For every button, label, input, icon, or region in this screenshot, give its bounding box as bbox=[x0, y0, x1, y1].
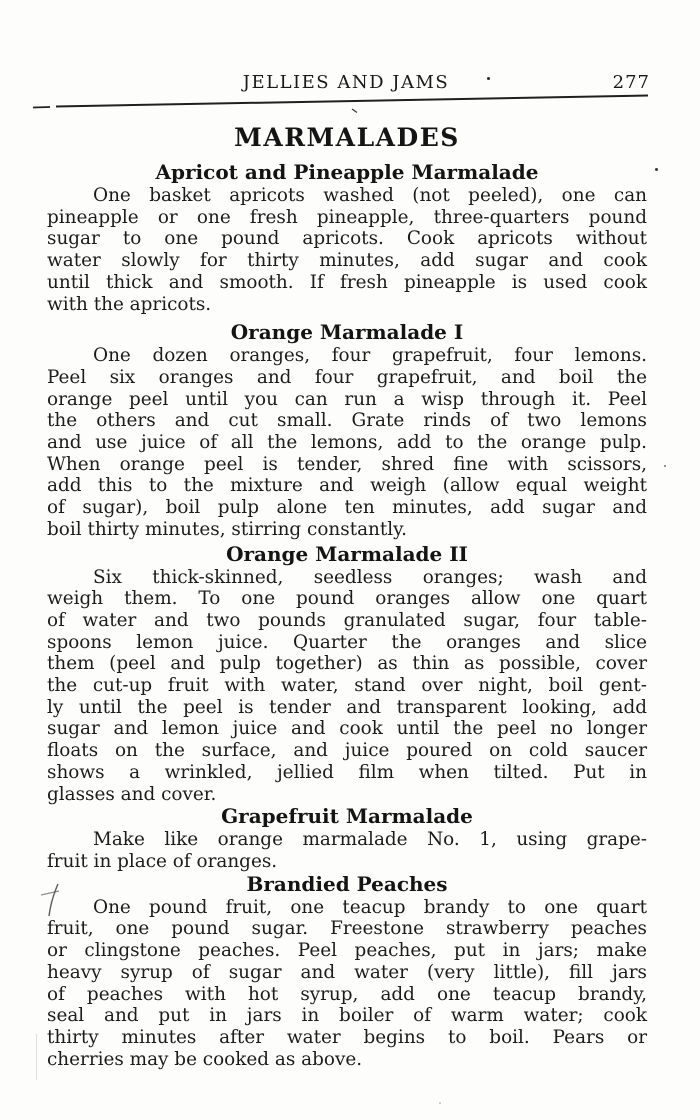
recipe-line: pineapple or one fresh pineapple, three-quarters pound bbox=[47, 206, 647, 228]
recipe-line: Peel six oranges and four grapefruit, and boil the bbox=[47, 366, 647, 388]
section-heading: Apricot and Pineapple Marmalade bbox=[155, 160, 539, 184]
section-heading: Orange Marmalade I bbox=[230, 320, 464, 345]
scan-speck bbox=[664, 465, 666, 467]
section-heading: Grapefruit Marmalade bbox=[221, 804, 473, 829]
recipe-line: add this to the mixture and weigh (allow equal weight bbox=[47, 475, 647, 497]
recipe-grapefruit-marmalade bbox=[47, 805, 647, 872]
running-head: JELLIES AND JAMS bbox=[242, 72, 450, 93]
recipe-line: When orange peel is tender, shred fine with scissors, bbox=[47, 453, 647, 475]
recipe-line: ly until the peel is tender and transparent looking, add bbox=[47, 696, 647, 718]
recipe-line: the others and cut small. Grate rinds of two lemons bbox=[47, 410, 647, 432]
page-content bbox=[47, 124, 647, 1070]
recipe-line: seal and put in jars in boiler of warm water; cook bbox=[47, 1005, 647, 1027]
recipe-apricot-and-pineapple-marmalade bbox=[47, 161, 647, 315]
pencil-checkmark-icon bbox=[30, 875, 70, 935]
section-heading: Brandied Peaches bbox=[246, 871, 448, 896]
recipe-line: fruit, one pound sugar. Freestone strawberry peaches bbox=[47, 918, 647, 940]
recipe-orange-marmalade-2 bbox=[47, 543, 647, 806]
recipe-line: boil thirty minutes, stirring constantly. bbox=[47, 518, 407, 540]
recipe-line: One basket apricots washed (not peeled), one can bbox=[93, 185, 647, 206]
recipe-line: or clingstone peaches. Peel peaches, put in jars; make bbox=[47, 940, 647, 962]
recipe-line: One pound fruit, one teacup brandy to one quart bbox=[93, 896, 647, 918]
header-rule bbox=[0, 90, 700, 120]
recipe-line: shows a wrinkled, jellied film when tilted. Put in bbox=[47, 761, 647, 783]
recipe-line: water slowly for thirty minutes, add sugar and cook bbox=[47, 250, 647, 272]
scan-speck bbox=[439, 1102, 441, 1104]
recipe-brandied-peaches bbox=[47, 873, 647, 1071]
recipe-line: cherries may be cooked as above. bbox=[47, 1048, 363, 1070]
recipe-line: with the apricots. bbox=[47, 293, 212, 315]
scan-speck bbox=[655, 168, 658, 171]
recipe-line: and use juice of all the lemons, add to the orange pulp. bbox=[47, 432, 647, 454]
recipe-line: Six thick-skinned, seedless oranges; wash and bbox=[93, 566, 647, 588]
recipe-orange-marmalade-1 bbox=[47, 321, 647, 540]
recipe-line: glasses and cover. bbox=[47, 783, 217, 805]
recipe-line: them (peel and pulp together) as thin as possible, cover bbox=[47, 653, 647, 675]
page-title: MARMALADES bbox=[234, 123, 460, 152]
recipe-line: weigh them. To one pound oranges allow one quart bbox=[47, 588, 647, 610]
recipe-line: sugar to one pound apricots. Cook apricots without bbox=[47, 228, 647, 250]
recipe-line: spoons lemon juice. Quarter the oranges and slice bbox=[47, 631, 647, 653]
scan-fold-line bbox=[36, 1034, 37, 1080]
recipe-line: Make like orange marmalade No. 1, using grape- bbox=[93, 829, 647, 851]
recipe-line: of sugar), boil pulp alone ten minutes, add sugar and bbox=[47, 497, 647, 519]
recipe-line: of water and two pounds granulated sugar, four table- bbox=[47, 609, 647, 631]
recipe-line: sugar and lemon juice and cook until the peel no longer bbox=[47, 718, 647, 740]
recipe-line: heavy syrup of sugar and water (very little), fill jars bbox=[47, 961, 647, 983]
recipe-line: One dozen oranges, four grapefruit, four lemons. bbox=[93, 345, 647, 367]
recipe-line: orange peel until you can run a wisp through it. Peel bbox=[47, 388, 647, 410]
recipe-line: the cut-up fruit with water, stand over night, boil gent- bbox=[47, 675, 647, 697]
recipe-line: thirty minutes after water begins to boil. Pears or bbox=[47, 1026, 647, 1048]
page-number: 277 bbox=[612, 72, 650, 93]
section-heading: Orange Marmalade II bbox=[226, 541, 468, 566]
recipe-line: until thick and smooth. If fresh pineapple is used cook bbox=[47, 271, 647, 293]
recipe-line: fruit in place of oranges. bbox=[47, 850, 278, 872]
recipe-line: of peaches with hot syrup, add one teacup brandy, bbox=[47, 983, 647, 1005]
scan-speck bbox=[487, 77, 490, 80]
recipe-line: floats on the surface, and juice poured on cold saucer bbox=[47, 740, 647, 762]
